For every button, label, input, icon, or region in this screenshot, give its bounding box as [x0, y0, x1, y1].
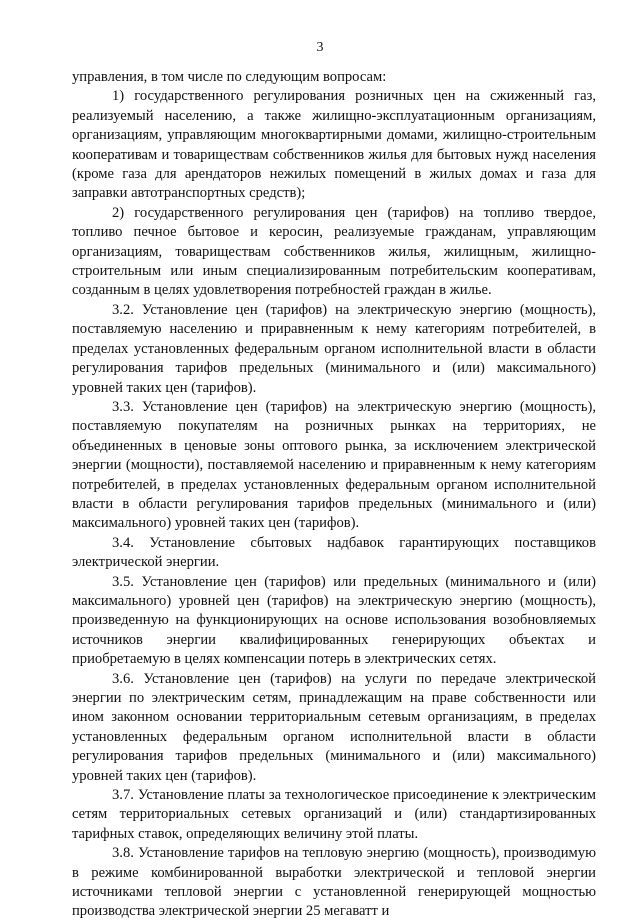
paragraph-3-8: 3.8. Установление тарифов на тепловую энергию (мощность), производимую в режиме комбинированной выработки электрической и тепловой энергии источниками тепловой энергии с установленной генерирующей мощностью производства электрической энергии 25 мегаватт и	[72, 845, 596, 920]
paragraph-item-2: 2) государственного регулирования цен (тарифов) на топливо твердое, топливо печное бытовое и керосин, реализуемые гражданам, управляющим организациям, товариществам собственников жилья, жилищным, жилищно-строительным или иным специализированным потребительским кооперативам, созданным в целях удовлетворения потребностей граждан в жилье.	[72, 204, 596, 299]
paragraph-3-6: 3.6. Установление цен (тарифов) на услуги по передаче электрической энергии по электрическим сетям, принадлежащим на праве собственности или ином законном основании территориальным сетевым организациям, в пределах установленных федеральным органом исполнительной власти в области регулирования тарифов предельных (минимального и (или) максимального) уровней таких цен (тарифов).	[72, 670, 596, 784]
paragraph-item-1: 1) государственного регулирования розничных цен на сжиженный газ, реализуемый населению, а также жилищно-эксплуатационным организациям, организациям, управляющим многоквартирными домами, жилищно-строительным кооперативам и товариществам собственников жилья для бытовых нужд населения (кроме газа для арендаторов нежилых помещений в жилых домах и газа для заправки автотранспортных средств);	[72, 88, 596, 202]
paragraph-3-7: 3.7. Установление платы за технологическое присоединение к электрическим сетям территориальных сетевых организаций и (или) стандартизированных тарифных ставок, определяющих величину этой платы.	[72, 787, 596, 842]
paragraph-3-5: 3.5. Установление цен (тарифов) или предельных (минимального и (или) максимального) уровней цен (тарифов) на электрическую энергию (мощность), произведенную на функционирующих на основе использования возобновляемых источников энергии квалифицированных генерирующих объектах и приобретаемую в целях компенсации потерь в электрических сетях.	[72, 573, 596, 668]
paragraph-3-3: 3.3. Установление цен (тарифов) на электрическую энергию (мощность), поставляемую покупателям на розничных рынках на территориях, не объединенных в ценовые зоны оптового рынка, за исключением электрической энергии (мощности), поставляемой населению и приравненным к нему категориям потребителей, в пределах установленных федеральным органом исполнительной власти в области регулирования тарифов предельных (минимального и (или) максимального) уровней таких цен (тарифов).	[72, 398, 596, 532]
page-number: 3	[316, 40, 324, 55]
document-body	[72, 68, 596, 922]
paragraph-3-4: 3.4. Установление сбытовых надбавок гарантирующих поставщиков электрической энергии.	[72, 534, 596, 571]
paragraph-continuation: управления, в том числе по следующим вопросам:	[72, 69, 387, 85]
paragraph-3-2: 3.2. Установление цен (тарифов) на электрическую энергию (мощность), поставляемую населению и приравненным к нему категориям потребителей, в пределах установленных федеральным органом исполнительной власти в области регулирования тарифов предельных (минимального и (или) максимального) уровней таких цен (тарифов).	[72, 301, 596, 396]
